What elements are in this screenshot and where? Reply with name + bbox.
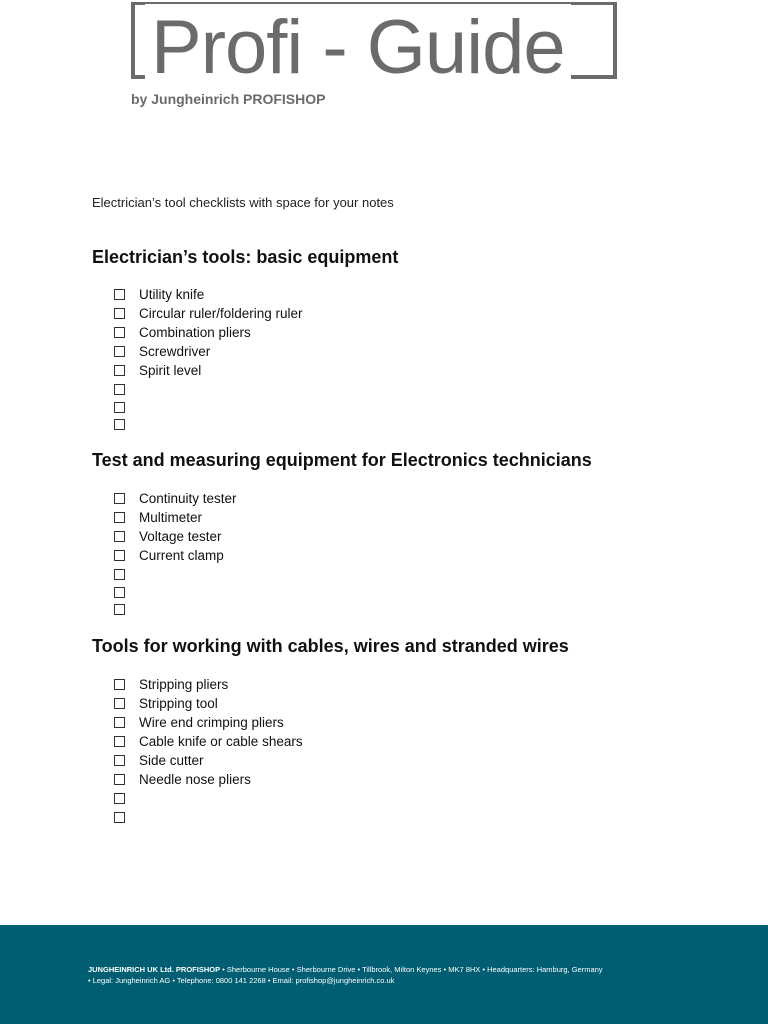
checklist-item[interactable]	[114, 694, 218, 713]
checklist-item[interactable]	[114, 527, 222, 546]
checkbox[interactable]	[114, 327, 125, 338]
checklist-item[interactable]	[114, 508, 202, 527]
checklist-item-blank[interactable]	[114, 808, 139, 827]
footer-company: JUNGHEINRICH UK Ltd. PROFISHOP	[88, 965, 221, 974]
checkbox[interactable]	[114, 812, 125, 823]
section-title: Electrician’s tools: basic equipment	[92, 247, 399, 267]
checklist-item[interactable]	[114, 285, 204, 304]
section-title: Tools for working with cables, wires and stranded wires	[92, 636, 569, 656]
checklist-item-label: Side cutter	[139, 753, 204, 768]
checklist-item-label: Stripping tool	[139, 696, 218, 711]
checklist-item-label: Cable knife or cable shears	[139, 734, 303, 749]
checklist-item-label: Wire end crimping pliers	[139, 715, 284, 730]
checkbox[interactable]	[114, 736, 125, 747]
checkbox[interactable]	[114, 550, 125, 561]
checklist-item-blank[interactable]	[114, 600, 139, 619]
checklist-item-label: Utility knife	[139, 287, 205, 302]
checklist-item-blank[interactable]	[114, 415, 139, 434]
checklist-item-label: Needle nose pliers	[139, 772, 251, 787]
checkbox[interactable]	[114, 717, 125, 728]
intro-text: Electrician’s tool checklists with space for your notes	[92, 195, 394, 210]
checkbox[interactable]	[114, 384, 125, 395]
checklist-section-basic	[92, 244, 692, 378]
checkbox[interactable]	[114, 793, 125, 804]
checklist-item-label: Screwdriver	[139, 344, 211, 359]
checkbox[interactable]	[114, 365, 125, 376]
checklist-item-label: Continuity tester	[139, 491, 237, 506]
checkbox[interactable]	[114, 531, 125, 542]
checklist-item[interactable]	[114, 770, 251, 789]
checklist-item[interactable]	[114, 361, 201, 380]
checkbox[interactable]	[114, 698, 125, 709]
checkbox[interactable]	[114, 493, 125, 504]
checkbox[interactable]	[114, 308, 125, 319]
checklist-item[interactable]	[114, 732, 303, 751]
checklist-item[interactable]	[114, 751, 204, 770]
logo-subtitle: by Jungheinrich PROFISHOP	[131, 91, 326, 107]
checklist-item[interactable]	[114, 713, 284, 732]
checklist-item-blank[interactable]	[114, 380, 139, 399]
checklist-item[interactable]	[114, 323, 251, 342]
checkbox[interactable]	[114, 569, 125, 580]
checklist-item-label: Spirit level	[139, 363, 202, 378]
checkbox[interactable]	[114, 346, 125, 357]
checklist-item-blank[interactable]	[114, 789, 139, 808]
checklist-item-label: Multimeter	[139, 510, 203, 525]
checkbox[interactable]	[114, 755, 125, 766]
checkbox[interactable]	[114, 587, 125, 598]
checklist-item-label: Combination pliers	[139, 325, 251, 340]
checklist-item-blank[interactable]	[114, 565, 139, 584]
checklist-item[interactable]	[114, 342, 210, 361]
checkbox[interactable]	[114, 774, 125, 785]
footer-contact-line: • Legal: Jungheinrich AG • Telephone: 0800 141 2268 • Email: profishop@jungheinrich.co.uk	[88, 976, 395, 985]
checklist-item[interactable]	[114, 489, 237, 508]
checkbox[interactable]	[114, 419, 125, 430]
checkbox[interactable]	[114, 604, 125, 615]
footer	[0, 925, 768, 1024]
checkbox[interactable]	[114, 679, 125, 690]
checkbox[interactable]	[114, 402, 125, 413]
checklist-item[interactable]	[114, 304, 303, 323]
checkbox[interactable]	[114, 512, 125, 523]
checklist-item[interactable]	[114, 546, 224, 565]
checklist-item[interactable]	[114, 675, 228, 694]
checklist-item-label: Stripping pliers	[139, 677, 229, 692]
checkbox[interactable]	[114, 289, 125, 300]
footer-address: • Sherbourne House • Sherbourne Drive • Tillbrook, Milton Keynes • MK7 8HX • Headquarters: Hamburg, Germany	[220, 965, 603, 974]
checklist-item-label: Circular ruler/foldering ruler	[139, 306, 303, 321]
section-title: Test and measuring equipment for Electronics technicians	[92, 450, 592, 470]
checklist-item-label: Current clamp	[139, 548, 224, 563]
checklist-section-cables	[92, 633, 692, 787]
checklist-item-label: Voltage tester	[139, 529, 222, 544]
footer-address-line	[88, 965, 603, 974]
logo-title: Profi - Guide	[145, 4, 571, 92]
checklist-section-testing	[92, 447, 692, 563]
